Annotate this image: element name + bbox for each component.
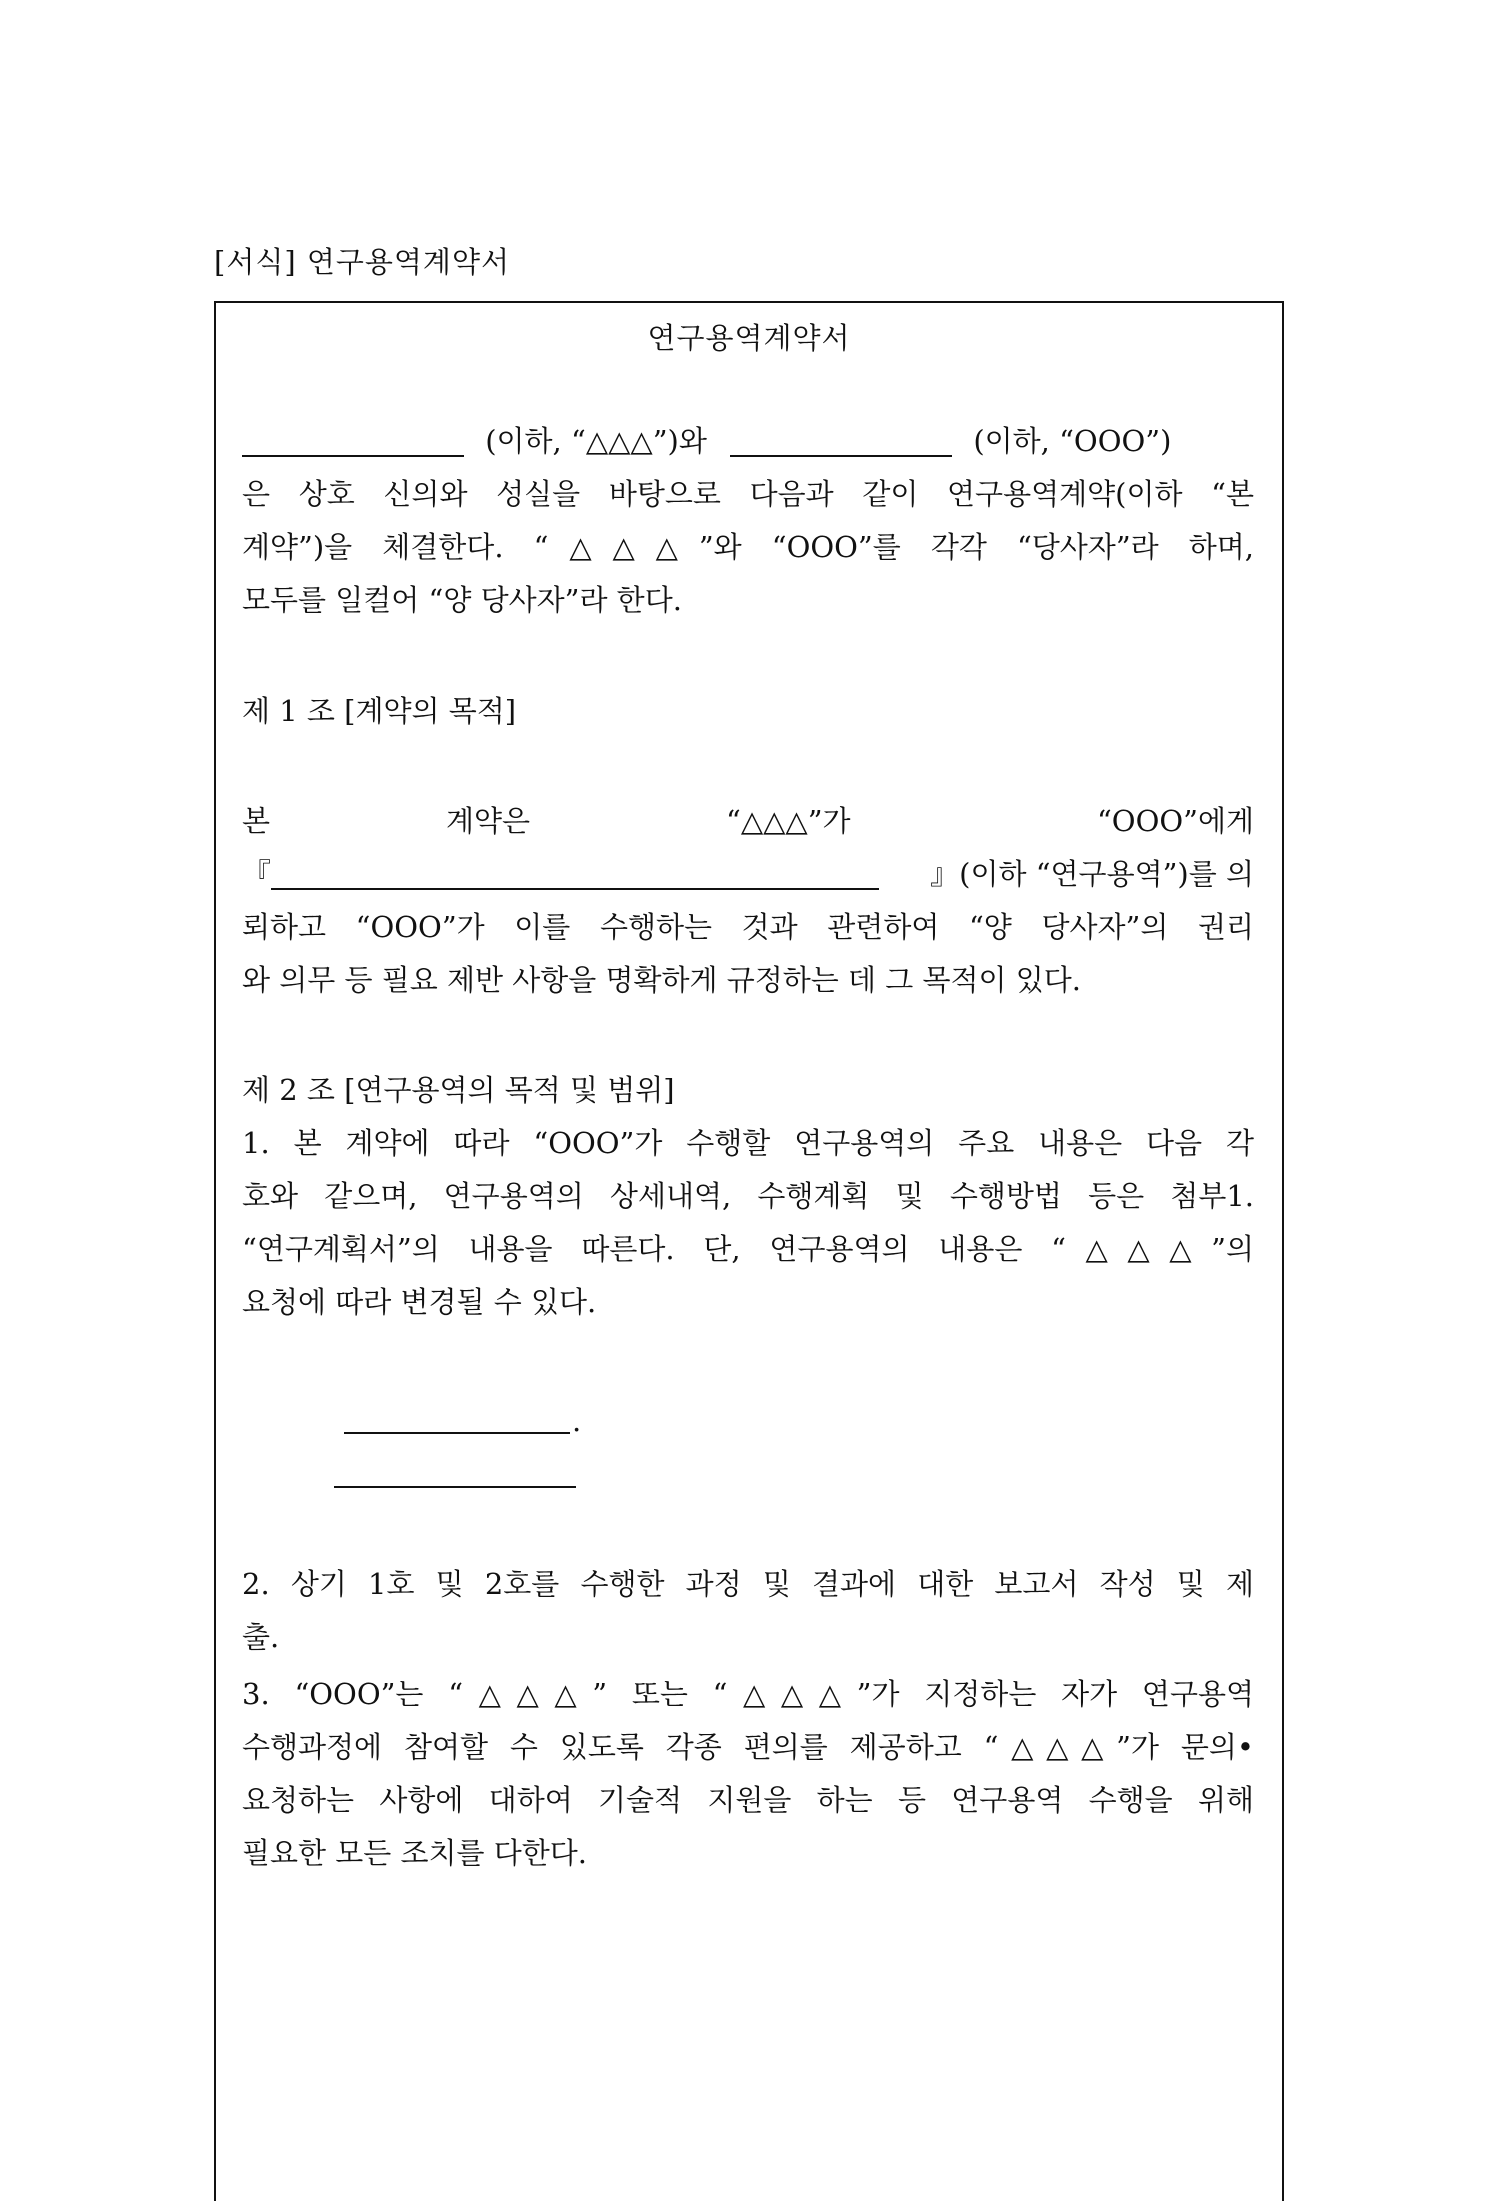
sub-item-1-blank xyxy=(344,1430,570,1434)
research-title-blank xyxy=(271,858,879,890)
party-b-blank xyxy=(730,425,952,457)
article-1-word-b: 계약은 xyxy=(446,804,531,838)
corner-bracket-open: 『 xyxy=(242,857,272,891)
article-2-item-3-line-4: 필요한 모든 조치를 다한다. xyxy=(242,1836,588,1870)
article-1-line-1 xyxy=(242,794,1254,848)
article-2-item-1-line-3: “연구계획서”의 내용을 따른다. 단, 연구용역의 내용은 “△△△”의 xyxy=(242,1232,1254,1266)
article-2-item-2-line-2: 출. xyxy=(242,1620,280,1654)
article-2-item-1-line-1: 1. 본 계약에 따라 “OOO”가 수행할 연구용역의 주요 내용은 다음 각 xyxy=(242,1126,1254,1160)
preamble-line-3: 계약”)을 체결한다. “△△△”와 “OOO”를 각각 “당사자”라 하며, xyxy=(242,530,1254,564)
article-1-word-c: “△△△”가 xyxy=(726,804,851,838)
sub-item-2-blank xyxy=(334,1484,576,1488)
preamble-part-1: (이하, “△△△”)와 xyxy=(485,424,707,458)
sub-item-1-dot: . xyxy=(572,1404,582,1438)
article-1-heading: 제 1 조 [계약의 목적] xyxy=(242,694,517,728)
article-1-word-d: “OOO”에게 xyxy=(1096,804,1254,838)
article-2-item-3-line-3: 요청하는 사항에 대하여 기술적 지원을 하는 등 연구용역 수행을 위해 xyxy=(242,1783,1254,1817)
article-2-item-1-line-4: 요청에 따라 변경될 수 있다. xyxy=(242,1285,597,1319)
article-1-line-4: 와 의무 등 필요 제반 사항을 명확하게 규정하는 데 그 목적이 있다. xyxy=(242,963,1081,997)
preamble-part-2: (이하, “OOO”) xyxy=(973,424,1172,458)
preamble-line-4: 모두를 일컬어 “양 당사자”라 한다. xyxy=(242,583,682,617)
document-title: 연구용역계약서 xyxy=(647,321,851,355)
article-1-word-a: 본 xyxy=(242,804,271,838)
article-1-line-2-tail: 』(이하 “연구용역”)를 의 xyxy=(930,857,1254,891)
party-a-blank xyxy=(242,425,464,457)
article-1-line-3: 뢰하고 “OOO”가 이를 수행하는 것과 관련하여 “양 당사자”의 권리 xyxy=(242,910,1254,944)
preamble-line-1 xyxy=(242,414,1254,468)
article-2-item-3-line-1: 3. “OOO”는 “△△△” 또는 “△△△”가 지정하는 자가 연구용역 xyxy=(242,1677,1254,1711)
article-2-item-3-line-2: 수행과정에 참여할 수 있도록 각종 편의를 제공하고 “△△△”가 문의• xyxy=(242,1730,1254,1764)
article-2-item-1-line-2: 호와 같으며, 연구용역의 상세내역, 수행계획 및 수행방법 등은 첨부1. xyxy=(242,1179,1254,1213)
preamble-line-2: 은 상호 신의와 성실을 바탕으로 다음과 같이 연구용역계약(이하 “본 xyxy=(242,477,1254,511)
article-1-line-2 xyxy=(242,847,1254,901)
article-2-item-2-line-1: 2. 상기 1호 및 2호를 수행한 과정 및 결과에 대한 보고서 작성 및 제 xyxy=(242,1567,1254,1601)
form-label: [서식] 연구용역계약서 xyxy=(214,245,510,279)
article-2-heading: 제 2 조 [연구용역의 목적 및 범위] xyxy=(242,1073,675,1107)
